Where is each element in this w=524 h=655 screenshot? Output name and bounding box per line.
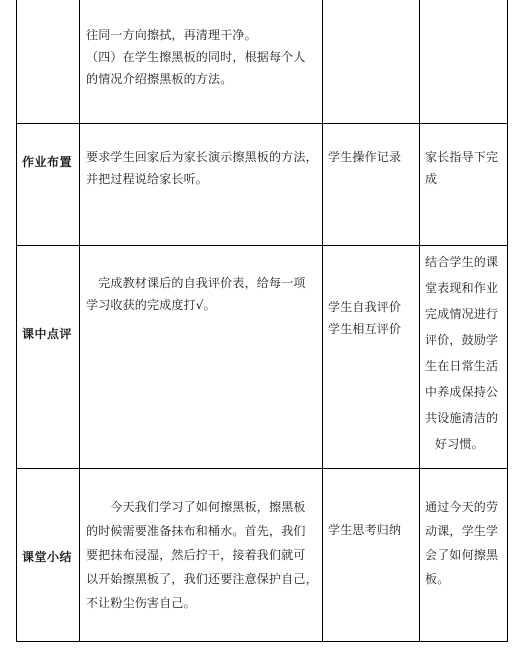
content-line: 学习收获的完成度打√。 bbox=[86, 298, 216, 312]
row-divider bbox=[16, 123, 508, 124]
method-content-cell bbox=[86, 24, 306, 90]
summary-student-activity bbox=[328, 519, 401, 541]
teacher-line: 堂表现和作业 bbox=[425, 281, 499, 295]
review-teacher-notes bbox=[425, 249, 498, 457]
table-border-right bbox=[507, 0, 508, 642]
student-line: 学生相互评价 bbox=[328, 322, 402, 336]
content-line: 要求学生回家后为家长演示擦黑板的方法， bbox=[86, 150, 318, 164]
teacher-line: 成 bbox=[425, 172, 438, 186]
content-line: 并把过程说给家长听。 bbox=[86, 172, 209, 186]
content-line: 以开始擦黑板了，我们还要注意保护自己， bbox=[86, 572, 318, 586]
teacher-line: 结合学生的课 bbox=[425, 255, 499, 269]
homework-teacher-notes bbox=[425, 146, 498, 190]
summary-teacher-notes bbox=[425, 495, 498, 591]
row-divider bbox=[16, 468, 508, 469]
content-line: 的时候需要准备抹布和桶水。首先，我们 bbox=[86, 524, 306, 538]
teacher-line: 通过今天的劳 bbox=[425, 500, 499, 514]
student-line: 学生自我评价 bbox=[328, 300, 402, 314]
content-line: 完成教材课后的自我评价表，给每一项 bbox=[86, 276, 306, 290]
teacher-line: 好习惯。 bbox=[435, 437, 484, 451]
student-line: 学生操作记录 bbox=[328, 150, 402, 164]
review-content-cell bbox=[86, 272, 306, 316]
content-line: 往同一方向擦拭，再清理干净。 bbox=[86, 28, 257, 42]
teacher-line: 生在日常生活 bbox=[425, 359, 499, 373]
table-border-bottom bbox=[16, 641, 508, 642]
content-line: 不让粉尘伤害自己。 bbox=[86, 596, 196, 610]
row-label-review: 课中点评 bbox=[22, 327, 73, 341]
student-line: 学生思考归纳 bbox=[328, 523, 402, 537]
content-line: 今天我们学习了如何擦黑板，擦黑板 bbox=[86, 500, 306, 514]
teacher-line: 完成情况进行 bbox=[425, 307, 499, 321]
content-line: 的情况介绍擦黑板的方法。 bbox=[86, 72, 233, 86]
teacher-line: 动课，学生学 bbox=[425, 524, 499, 538]
lesson-plan-table bbox=[16, 0, 508, 642]
column-divider bbox=[419, 0, 420, 642]
row-divider bbox=[16, 245, 508, 246]
teacher-line: 评价，鼓励学 bbox=[425, 333, 499, 347]
teacher-line: 共设施清洁的 bbox=[425, 411, 499, 425]
row-label-summary: 课堂小结 bbox=[22, 550, 73, 564]
row-label-homework: 作业布置 bbox=[22, 155, 73, 169]
content-line: （四）在学生擦黑板的同时，根据每个人 bbox=[86, 50, 306, 64]
teacher-line: 会了如何擦黑 bbox=[425, 548, 499, 562]
content-line: 要把抹布浸湿，然后拧干，接着我们就可 bbox=[86, 548, 306, 562]
table-border-left bbox=[16, 0, 17, 642]
review-student-activity bbox=[328, 296, 401, 340]
column-divider bbox=[79, 0, 80, 642]
teacher-line: 中养成保持公 bbox=[425, 385, 499, 399]
teacher-line: 板。 bbox=[425, 572, 450, 586]
summary-content-cell bbox=[86, 495, 318, 615]
homework-content-cell bbox=[86, 146, 318, 190]
teacher-line: 家长指导下完 bbox=[425, 150, 499, 164]
homework-student-activity bbox=[328, 146, 401, 168]
column-divider bbox=[322, 0, 323, 642]
